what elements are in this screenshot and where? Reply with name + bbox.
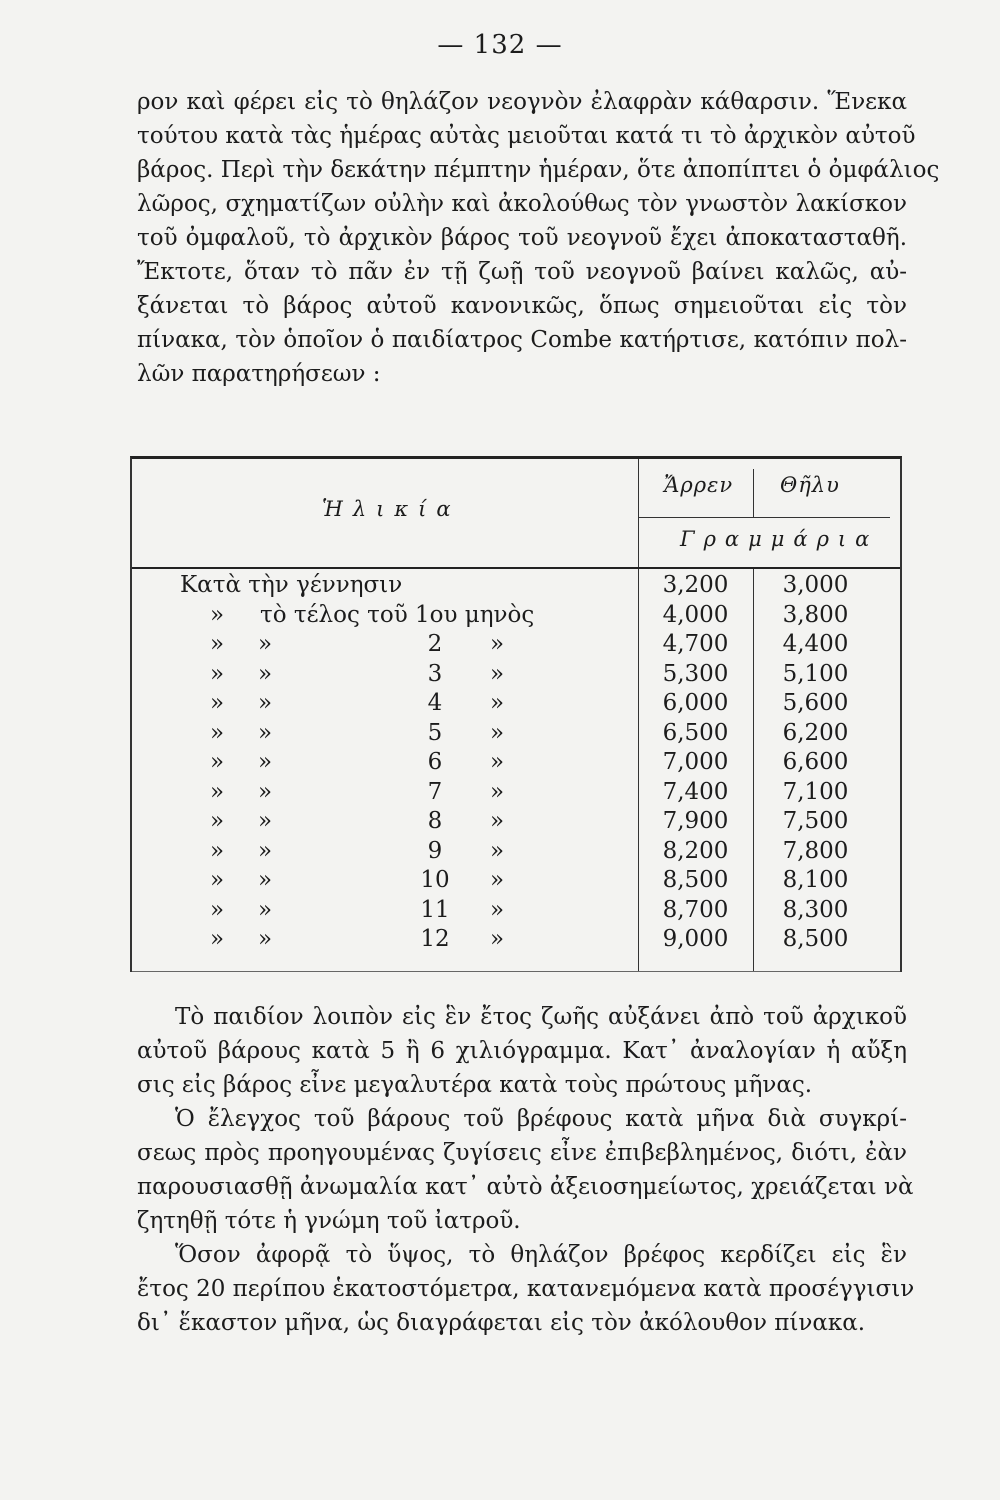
- male-weight-cell: 7,000: [662, 749, 729, 775]
- table-row: [132, 660, 900, 690]
- male-weight-cell: 8,200: [662, 837, 729, 864]
- month-number: 4: [427, 690, 443, 716]
- ditto-mark: »: [258, 719, 273, 746]
- month-number: 2: [427, 631, 443, 657]
- male-weight-cell: 6,500: [662, 719, 729, 746]
- female-weight-cell: 7,100: [782, 778, 849, 805]
- text-line: σεως πρὸς προηγουμένας ζυγίσεις εἶνε ἐπιβεβλημένος, διότι, ἐὰν: [137, 1140, 907, 1166]
- ditto-mark: »: [258, 660, 273, 687]
- ditto-mark: »: [258, 926, 273, 952]
- female-weight-cell: 7,500: [782, 808, 849, 834]
- male-weight-cell: 5,300: [662, 660, 729, 687]
- table-row: [132, 896, 900, 926]
- ditto-mark: »: [490, 719, 505, 746]
- table-row: [132, 807, 900, 837]
- month-number: 7: [427, 778, 443, 805]
- table-row: [132, 630, 900, 660]
- male-weight-cell: 7,900: [662, 808, 729, 834]
- ditto-mark: »: [258, 631, 273, 657]
- month-number: 3: [427, 660, 443, 687]
- ditto-mark: »: [258, 808, 273, 834]
- ditto-mark: »: [490, 749, 505, 775]
- ditto-mark: »: [490, 690, 505, 716]
- text-line: ρον καὶ φέρει εἰς τὸ θηλάζον νεογνὸν ἐλαφρὰν κάθαρσιν. Ἕνεκα: [137, 89, 907, 115]
- female-weight-cell: 3,000: [782, 572, 849, 598]
- ditto-mark: »: [210, 601, 225, 628]
- female-weight-cell: 4,400: [782, 631, 849, 657]
- female-weight-cell: 5,600: [782, 690, 849, 716]
- female-weight-cell: 5,100: [782, 660, 849, 687]
- male-weight-cell: 4,700: [662, 631, 729, 657]
- ditto-mark: »: [490, 631, 505, 657]
- table-row: [132, 925, 900, 955]
- month-number: 9: [427, 837, 443, 864]
- male-weight-cell: 9,000: [662, 926, 729, 952]
- text-line: ζητηθῇ τότε ἡ γνώμη τοῦ ἰατροῦ.: [137, 1208, 521, 1234]
- text-line: αὐτοῦ βάρους κατὰ 5 ἢ 6 χιλιόγραμμα. Κατ᾿ ἀναλογίαν ἡ αὔξη: [137, 1038, 907, 1064]
- ditto-mark: »: [210, 926, 225, 952]
- ditto-mark: »: [490, 660, 505, 687]
- male-weight-cell: 4,000: [662, 601, 729, 628]
- ditto-mark: »: [490, 837, 505, 864]
- female-weight-cell: 8,500: [782, 926, 849, 952]
- header-age: Ἡλικία: [322, 497, 461, 521]
- table-row: [132, 778, 900, 808]
- female-weight-cell: 3,800: [782, 601, 849, 628]
- ditto-mark: »: [210, 631, 225, 657]
- month-rows: [132, 630, 900, 955]
- header-units: Γραμμάρια: [680, 527, 879, 551]
- page-number: — 132 —: [437, 30, 563, 60]
- table-bottom-rule: [132, 971, 900, 972]
- female-weight-cell: 8,100: [782, 867, 849, 893]
- ditto-mark: »: [490, 896, 505, 923]
- text-line: τούτου κατὰ τὰς ἡμέρας αὐτὰς μειοῦται κατά τι τὸ ἀρχικὸν αὐτοῦ: [137, 123, 916, 149]
- ditto-mark: »: [258, 749, 273, 775]
- text-line: τοῦ ὀμφαλοῦ, τὸ ἀρχικὸν βάρος τοῦ νεογνοῦ ἔχει ἀποκατασταθῆ.: [137, 225, 907, 251]
- month-number: 6: [427, 749, 443, 775]
- header-subrule: [638, 517, 890, 518]
- male-weight-cell: 8,500: [662, 867, 729, 893]
- ditto-mark: »: [258, 690, 273, 716]
- column-divider: [753, 469, 754, 517]
- table-row: [132, 837, 900, 867]
- text-line: Ὁ ἔλεγχος τοῦ βάρους τοῦ βρέφους κατὰ μῆνα διὰ συγκρί-: [175, 1106, 907, 1132]
- male-weight-cell: 6,000: [662, 690, 729, 716]
- header-female: Θῆλυ: [780, 473, 840, 497]
- text-line: λῶρος, σχηματίζων οὐλὴν καὶ ἀκολούθως τὸν γνωστὸν λακίσκον: [137, 191, 907, 217]
- ditto-mark: »: [258, 867, 273, 893]
- female-weight-cell: 8,300: [782, 896, 849, 923]
- month-number: 12: [420, 926, 450, 952]
- ditto-mark: »: [210, 690, 225, 716]
- ditto-mark: »: [210, 749, 225, 775]
- ditto-mark: »: [258, 837, 273, 864]
- ditto-mark: »: [258, 896, 273, 923]
- ditto-mark: »: [210, 837, 225, 864]
- paragraph-conclusion: [137, 1000, 915, 1340]
- ditto-mark: »: [490, 808, 505, 834]
- text-line: δι᾿ ἕκαστον μῆνα, ὡς διαγράφεται εἰς τὸν ἀκόλουθον πίνακα.: [137, 1310, 866, 1336]
- ditto-mark: »: [210, 719, 225, 746]
- text-line: βάρος. Περὶ τὴν δεκάτην πέμπτην ἡμέραν, ὅτε ἀποπίπτει ὁ ὀμφάλιος: [137, 157, 940, 183]
- text-line: πίνακα, τὸν ὁποῖον ὁ παιδίατρος Combe κατήρτισε, κατόπιν πολ-: [137, 327, 907, 353]
- ditto-mark: »: [490, 926, 505, 952]
- month-number: 8: [427, 808, 443, 834]
- table-row: [132, 748, 900, 778]
- table-row: [132, 571, 900, 601]
- ditto-mark: »: [490, 867, 505, 893]
- text-line: σις εἰς βάρος εἶνε μεγαλυτέρα κατὰ τοὺς πρώτους μῆνας.: [137, 1072, 813, 1098]
- female-weight-cell: 7,800: [782, 837, 849, 864]
- month-number: 11: [420, 896, 450, 923]
- table-row: [132, 866, 900, 896]
- male-weight-cell: 7,400: [662, 778, 729, 805]
- month-number: 5: [427, 719, 443, 746]
- female-weight-cell: 6,600: [782, 749, 849, 775]
- ditto-mark: »: [210, 778, 225, 805]
- table-row: [132, 719, 900, 749]
- text-line: Ἔκτοτε, ὅταν τὸ πᾶν ἐν τῇ ζωῇ τοῦ νεογνοῦ βαίνει καλῶς, αὐ-: [137, 259, 907, 285]
- header-rule: [132, 567, 900, 569]
- text-line: ἔτος 20 περίπου ἑκατοστόμετρα, κατανεμόμενα κατὰ προσέγγισιν: [137, 1276, 915, 1302]
- ditto-mark: »: [210, 808, 225, 834]
- female-weight-cell: 6,200: [782, 719, 849, 746]
- ditto-mark: »: [210, 896, 225, 923]
- age-cell: Κατὰ τὴν γέννησιν: [180, 572, 403, 598]
- age-cell: τὸ τέλος τοῦ 1ου μηνὸς: [260, 601, 535, 628]
- month-number: 10: [420, 867, 450, 893]
- text-line: Ὅσον ἀφορᾷ τὸ ὕψος, τὸ θηλάζον βρέφος κερδίζει εἰς ἓν: [175, 1242, 907, 1268]
- table-row: [132, 689, 900, 719]
- text-line: ξάνεται τὸ βάρος αὐτοῦ κανονικῶς, ὅπως σημειοῦται εἰς τὸν: [137, 293, 907, 319]
- paragraph-intro: [137, 85, 940, 391]
- text-line: παρουσιασθῇ ἀνωμαλία κατ᾿ αὐτὸ ἀξειοσημείωτος, χρειάζεται νὰ: [137, 1174, 914, 1200]
- text-line: λῶν παρατηρήσεων :: [137, 361, 381, 387]
- ditto-mark: »: [490, 778, 505, 805]
- table-body: [132, 571, 900, 955]
- male-weight-cell: 3,200: [662, 572, 729, 598]
- male-weight-cell: 8,700: [662, 896, 729, 923]
- ditto-mark: »: [258, 778, 273, 805]
- weight-table: [130, 456, 902, 972]
- table-row: [132, 601, 900, 631]
- header-male: Ἄρρεν: [664, 473, 734, 497]
- text-line: Τὸ παιδίον λοιπὸν εἰς ἓν ἔτος ζωῆς αὐξάνει ἀπὸ τοῦ ἀρχικοῦ: [175, 1004, 907, 1030]
- ditto-mark: »: [210, 660, 225, 687]
- ditto-mark: »: [210, 867, 225, 893]
